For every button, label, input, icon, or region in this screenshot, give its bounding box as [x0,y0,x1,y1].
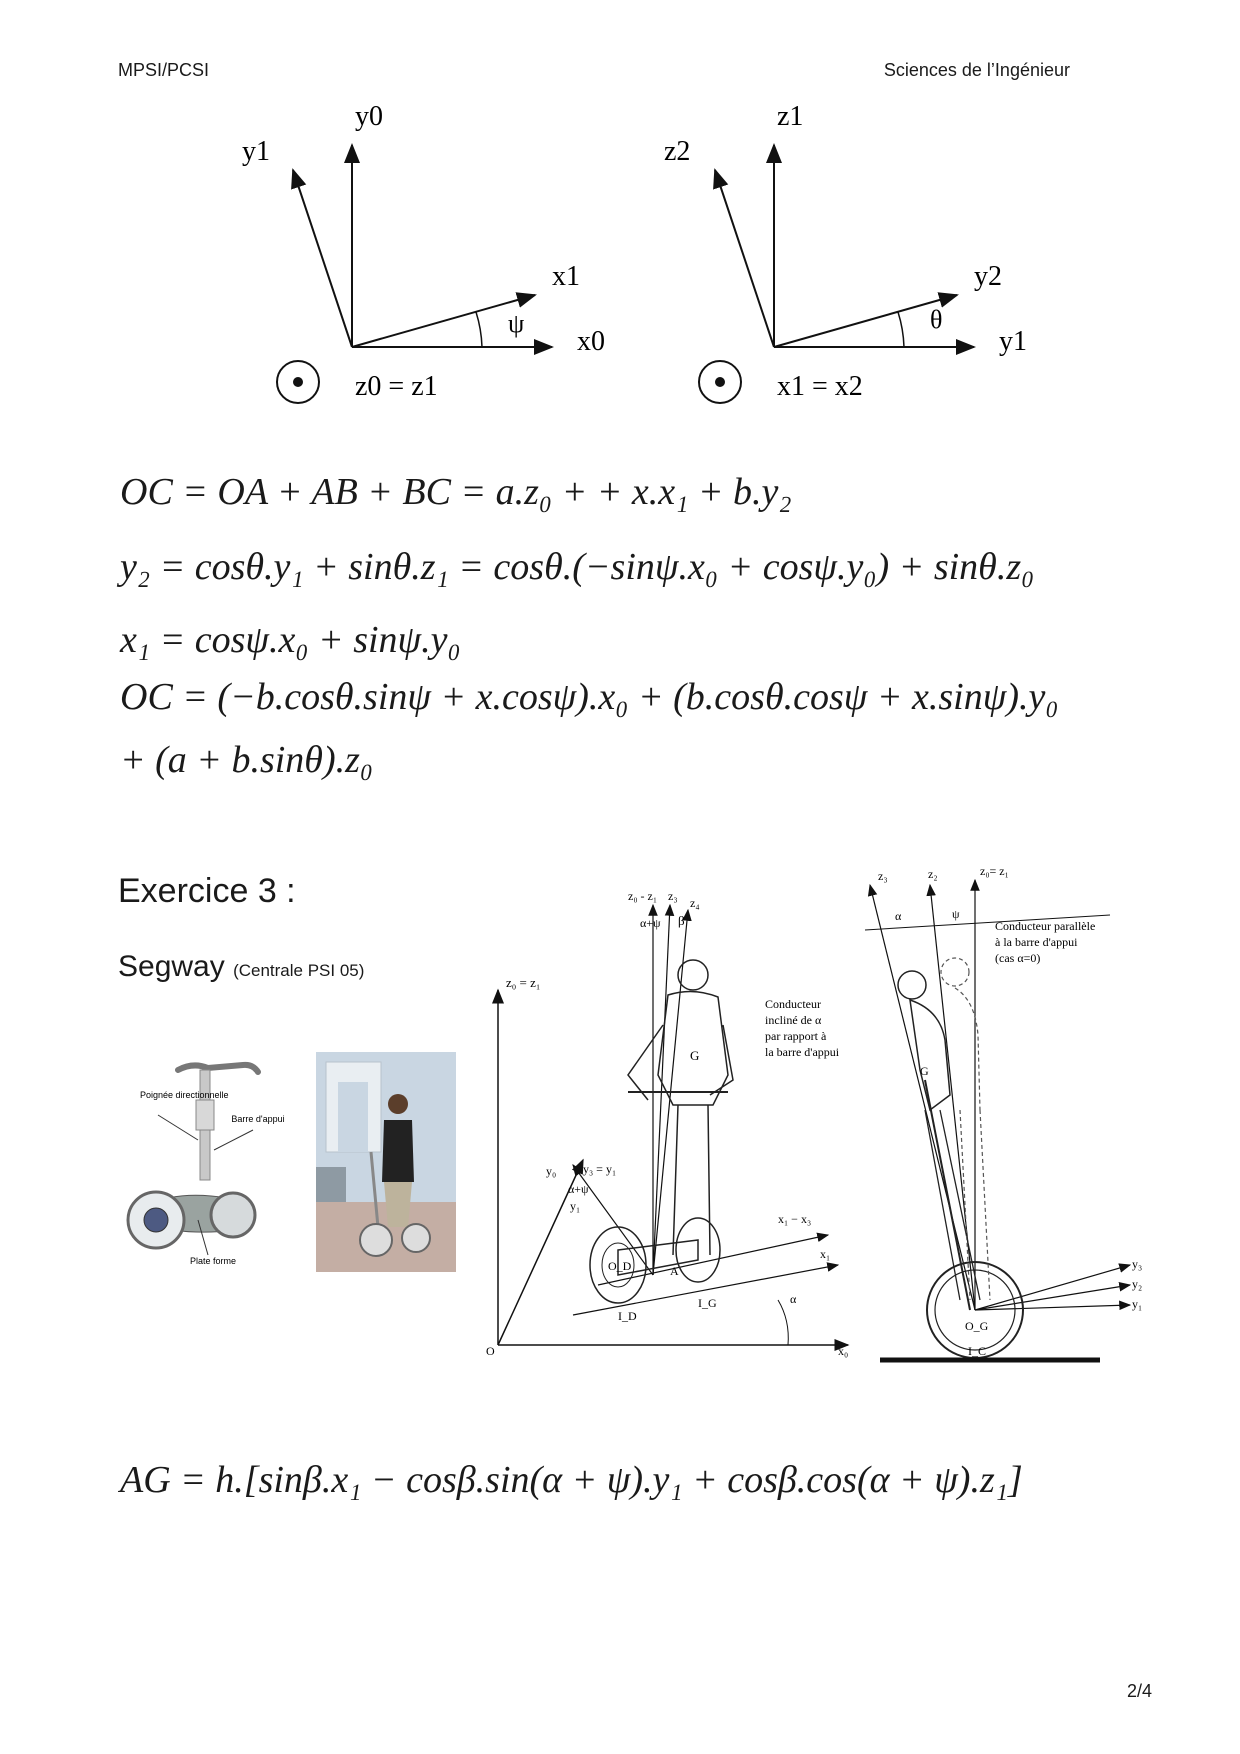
label-r-y1: y₁ [1132,1297,1143,1311]
note-parallel-3: (cas α=0) [995,951,1041,965]
label-alpha-psi: α+ψ [640,916,661,930]
equation-ag: AG = h.[sinβ.x₁ − cosβ.sin(α + ψ).y₁ + cosβ.cos(α + ψ).z₁] [120,1459,1023,1501]
label-r-OG: O_G [965,1319,989,1333]
rotation-figure-psi [242,100,650,410]
label-ID: I_D [618,1309,637,1323]
header-right: Sciences de l’Ingénieur [883,60,1070,80]
label-x1-x2: x1 = x2 [777,371,863,402]
label-alpha-psi-2: α+ψ [568,1182,589,1196]
segway-product-photo [118,1040,285,1270]
equation-oc-expanded: OC = (−b.cosθ.sinψ + x.cosψ).x₀ + (b.cosθ.cosψ + x.sinψ).y₀ [120,676,1059,718]
label-x0: x0 [577,326,605,357]
label-r-z3: z₃ [878,869,888,883]
label-r-z2: z₂ [928,867,938,881]
equation-x1: x₁ = cosψ.x₀ + sinψ.y₀ [120,619,461,661]
page-number: 2/4 [1126,1681,1152,1701]
exercise-title: Exercice 3 : [118,872,296,910]
note-parallel-1: Conducteur parallèle [995,919,1096,933]
label-G: G [690,1048,700,1063]
note-inclined-1: Conducteur [765,997,821,1011]
segway-kinematic-diagram [478,875,878,1358]
angle-arc-psi [476,312,482,347]
label-A: A [670,1264,679,1278]
label-r-alpha: α [895,909,902,923]
label-y1: y₁ [570,1199,581,1213]
note-inclined-2: incliné de α [765,1013,822,1027]
note-inclined-3: par rapport à [765,1029,827,1043]
axis-z2 [715,170,774,347]
rotation-figure-theta [664,100,1072,410]
label-r-IC: I_C [968,1344,986,1358]
axis-y1 [293,170,352,347]
label-IG: I_G [698,1296,717,1310]
label-platform: Plate forme [190,1256,237,1266]
header-left: MPSI/PCSI [118,60,210,80]
label-y0: y0 [355,101,383,132]
label-z3: z₃ [668,889,678,903]
exercise-subtitle [118,950,364,984]
label-z0-z1: z0 = z1 [355,371,438,402]
label-OD: O_D [608,1259,632,1273]
label-psi: ψ [508,309,525,338]
label-z2: z2 [664,136,691,167]
label-bar: Barre d'appui [231,1114,285,1124]
label-theta: θ [930,305,943,334]
label-handle: Poignée directionnelle [140,1090,229,1100]
label-r-y2: y₂ [1132,1277,1143,1291]
note-parallel-2: à la barre d'appui [995,935,1078,949]
note-inclined-4: la barre d'appui [765,1045,840,1059]
equation-oc-sum: OC = OA + AB + BC = a.z₀ + + x.x₁ + b.y₂ [120,471,792,513]
label-x1: x1 [552,261,580,292]
label-alpha-angle: α [790,1292,797,1306]
label-y1: y1 [242,136,270,167]
label-z0-z1-top: z₀ - z₁ [628,889,658,903]
exam-source: (Centrale PSI 05) [233,961,365,980]
equation-y2: y₂ = cosθ.y₁ + sinθ.z₁ = cosθ.(−sinψ.x₀ + cosψ.y₀) + sinθ.z₀ [120,546,1035,588]
label-x0: x₀ [838,1344,849,1358]
out-of-plane-dot [715,377,725,387]
equation-oc-z-term: + (a + b.sinθ).z₀ [120,739,374,781]
label-x1: x₁ [820,1247,831,1261]
label-z4: z₄ [690,896,700,910]
label-z1: z1 [777,101,804,132]
label-y2: y2 [974,261,1002,292]
label-y1: y1 [999,326,1027,357]
segway-rider-photo [316,1052,456,1272]
out-of-plane-dot [293,377,303,387]
label-x1-x3: x₁ − x₃ [778,1212,812,1226]
label-beta: β [678,913,685,928]
angle-arc-theta [898,312,904,347]
label-y0: y₀ [546,1164,557,1178]
label-r-z0-z1: z₀= z₁ [980,864,1009,878]
label-y3-y1: y₃ = y₁ [583,1162,617,1176]
label-z0-z1: z₀ = z₁ [506,975,541,990]
label-O: O [486,1344,495,1358]
segway-title: Segway [118,950,225,983]
label-r-psi: ψ [952,907,960,921]
label-r-y3: y₃ [1132,1257,1143,1271]
label-r-G: G [920,1064,929,1078]
